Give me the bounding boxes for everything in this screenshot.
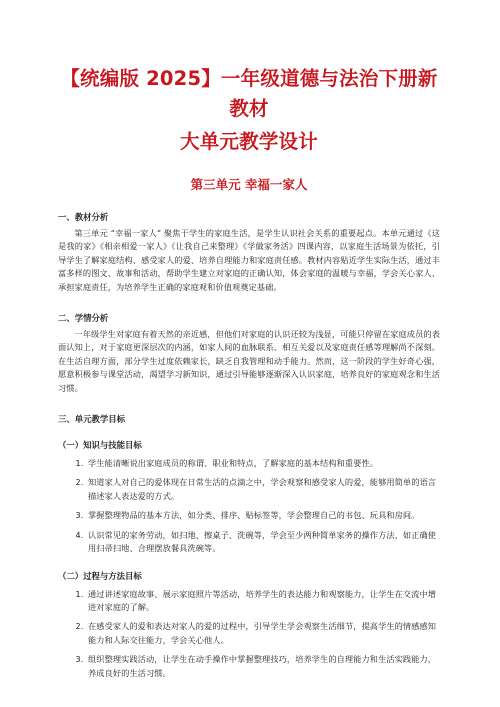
- section-heading-student-analysis: 二、学情分析: [58, 313, 109, 324]
- section-heading-unit-goals: 三、单元教学目标: [58, 414, 125, 425]
- list-item: 3. 组织整理实践活动，让学生在动手操作中掌握整理技巧，培养学生的自理能力和生活实践能力，养成良好的生活习惯。: [86, 653, 440, 680]
- unit-title: 第三单元 幸福一家人: [190, 177, 308, 192]
- title-line-1: 【统编版 2025】一年级道德与法治下册新教材: [60, 67, 438, 120]
- textbook-analysis-paragraph: 第三单元 “幸福一家人” 聚焦于学生的家庭生活，是学生认识社会关系的重要起点。本单元通过《这是我的家》《相亲相爱一家人》《让我自己来整理》《学做家务活》四课内容，以家庭生活场景为依托，引导学生了解家庭结构、感受家人的爱、培养自理能力和家庭责任感。教材内容贴近学生实际生活，通过丰富多样的图文、故事和活动，帮助学生建立对家庭的正确认知，体会家庭的温暖与幸福，学会关心家人、承担家庭责任，为培养学生正确的家庭观和价值观奠定基础。: [58, 228, 440, 292]
- title-line-2: 大单元教学设计: [180, 130, 318, 153]
- list-item: 2. 在感受家人的爱和表达对家人的爱的过程中，引导学生学会观察生活细节，提高学生的情感感知能力和人际交往能力，学会关心他人。: [86, 620, 440, 647]
- knowledge-skills-list: [58, 457, 440, 555]
- subheading-process-methods: （二）过程与方法目标: [58, 570, 142, 581]
- section-heading-textbook-analysis: 一、教材分析: [58, 212, 109, 222]
- list-item: 3. 掌握整理物品的基本方法，如分类、排序、贴标签等，学会整理自己的书包、玩具和房间。: [86, 509, 440, 522]
- document-title: [58, 64, 440, 157]
- subheading-knowledge-skills: （一）知识与技能目标: [58, 440, 142, 451]
- process-methods-list: [58, 588, 440, 680]
- list-item: 2. 知道家人对自己的爱体现在日常生活的点滴之中，学会观察和感受家人的爱，能够用简单的语言描述家人表达爱的方式。: [86, 476, 440, 503]
- list-item: 1. 学生能清晰说出家庭成员的称谓、职业和特点，了解家庭的基本结构和重要性。: [86, 457, 440, 470]
- student-analysis-paragraph: 一年级学生对家庭有着天然的亲近感，但他们对家庭的认识还较为浅显，可能只停留在家庭成员的表面认知上，对于家庭更深层次的内涵，如家人间的血脉联系、相互关爱以及家庭责任感等理解尚不深刻。在生活自理方面，部分学生过度依赖家长，缺乏自我管理和动手能力。然而，这一阶段的学生好奇心强，愿意积极参与课堂活动，渴望学习新知识，通过引导能够逐渐深入认识家庭，培养良好的家庭观念和生活习惯。: [58, 329, 440, 393]
- list-item: 1. 通过讲述家庭故事、展示家庭照片等活动，培养学生的表达能力和观察能力，让学生在交流中增进对家庭的了解。: [86, 588, 440, 615]
- list-item: 4. 认识常见的家务劳动，如扫地、擦桌子、洗碗等，学会至少两种简单家务的操作方法，如正确使用扫帚扫地、合理摆放餐具洗碗等。: [86, 529, 440, 556]
